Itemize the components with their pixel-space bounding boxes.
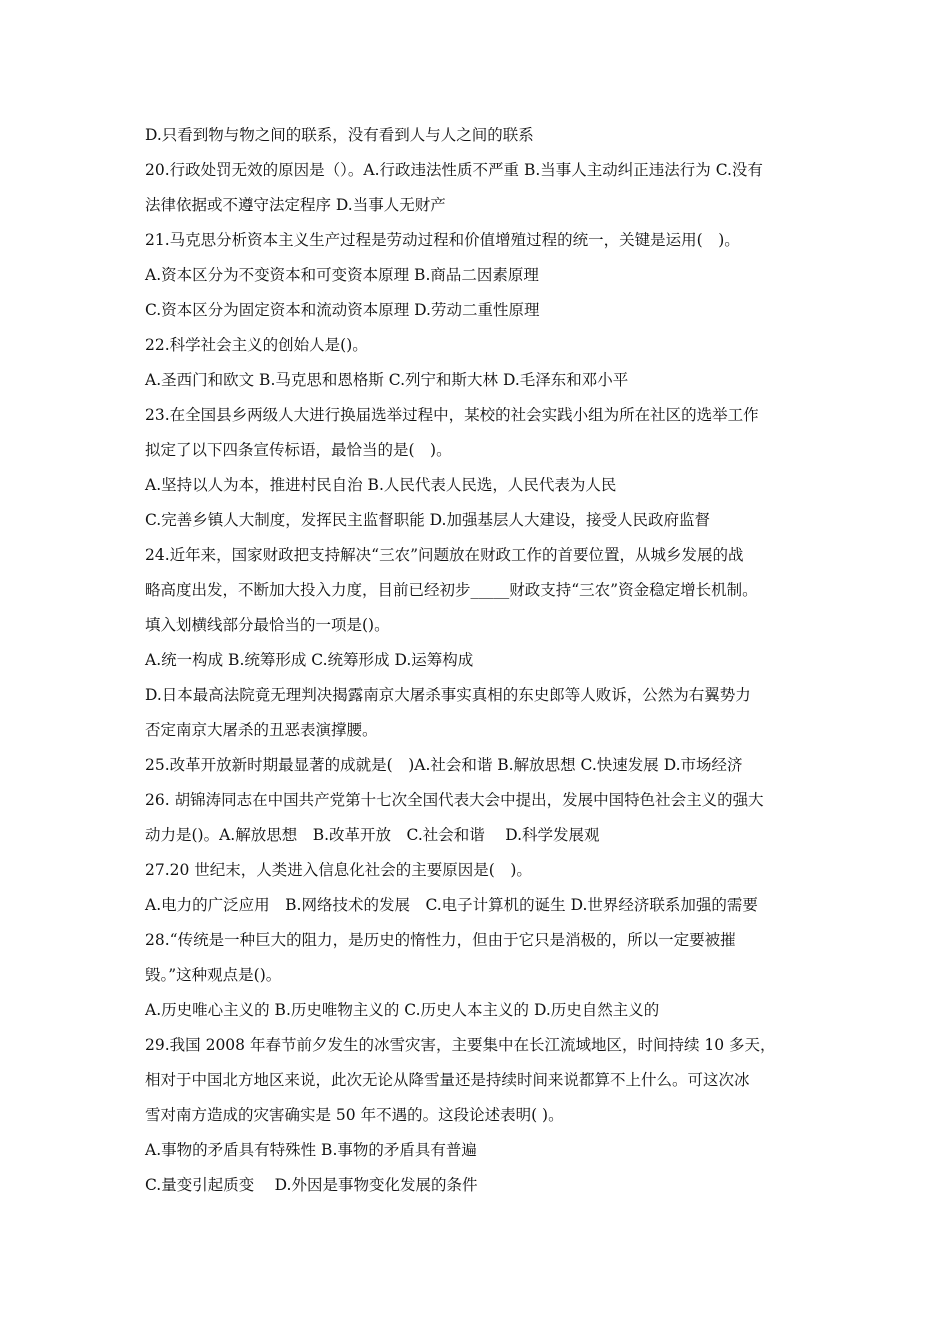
question-23-options-cd: C.完善乡镇人大制度，发挥民主监督职能 D.加强基层人大建设，接受人民政府监督 (145, 511, 710, 529)
question-28-continued: 毁。”这种观点是()。 (145, 966, 282, 984)
option-line-d-japan-continued: 否定南京大屠杀的丑恶表演撑腰。 (145, 721, 378, 739)
question-29-continued: 相对于中国北方地区来说，此次无论从降雪量还是持续时间来说都算不上什么。可这次冰 (145, 1071, 750, 1089)
question-27-options: A.电力的广泛应用 B.网络技术的发展 C.电子计算机的诞生 D.世界经济联系加强的需要 (145, 896, 758, 914)
question-26-continued: 动力是()。A.解放思想 B.改革开放 C.社会和谐 D.科学发展观 (145, 826, 600, 844)
question-23-continued: 拟定了以下四条宣传标语，最恰当的是( )。 (145, 441, 452, 459)
question-21-options-cd: C.资本区分为固定资本和流动资本原理 D.劳动二重性原理 (145, 301, 540, 319)
question-24: 24.近年来，国家财政把支持解决“三农”问题放在财政工作的首要位置，从城乡发展的战 (145, 546, 744, 564)
question-28: 28.“传统是一种巨大的阻力，是历史的惰性力，但由于它只是消极的，所以一定要被摧 (145, 931, 736, 949)
question-29-continued-2: 雪对南方造成的灾害确实是 50 年不遇的。这段论述表明( )。 (145, 1106, 564, 1124)
question-27: 27.20 世纪末，人类进入信息化社会的主要原因是( )。 (145, 861, 532, 879)
question-24-prompt: 填入划横线部分最恰当的一项是()。 (145, 616, 390, 634)
question-22-options: A.圣西门和欧文 B.马克思和恩格斯 C.列宁和斯大林 D.毛泽东和邓小平 (145, 371, 629, 389)
question-23-options-ab: A.坚持以人为本，推进村民自治 B.人民代表人民选，人民代表为人民 (145, 476, 617, 494)
question-29: 29.我国 2008 年春节前夕发生的冰雪灾害，主要集中在长江流域地区，时间持续 10 多天， (145, 1036, 776, 1054)
question-24-continued: 略高度出发，不断加大投入力度，目前已经初步_____财政支持“三农”资金稳定增长机制。 (145, 581, 758, 599)
question-26: 26. 胡锦涛同志在中国共产党第十七次全国代表大会中提出，发展中国特色社会主义的强大 (145, 791, 764, 809)
question-23: 23.在全国县乡两级人大进行换届选举过程中，某校的社会实践小组为所在社区的选举工作 (145, 406, 759, 424)
question-28-options: A.历史唯心主义的 B.历史唯物主义的 C.历史人本主义的 D.历史自然主义的 (145, 1001, 660, 1019)
question-29-options-cd: C.量变引起质变 D.外因是事物变化发展的条件 (145, 1176, 478, 1194)
option-line-d-japan: D.日本最高法院竟无理判决揭露南京大屠杀事实真相的东史郎等人败诉，公然为右翼势力 (145, 686, 751, 704)
question-21-options-ab: A.资本区分为不变资本和可变资本原理 B.商品二因素原理 (145, 266, 539, 284)
document-body (145, 124, 810, 1197)
option-line-19d: D.只看到物与物之间的联系，没有看到人与人之间的联系 (145, 126, 534, 144)
question-20: 20.行政处罚无效的原因是（）。A.行政违法性质不严重 B.当事人主动纠正违法行为 C.没有 (145, 161, 763, 179)
question-29-options-ab: A.事物的矛盾具有特殊性 B.事物的矛盾具有普遍 (145, 1141, 477, 1159)
question-20-continued: 法律依据或不遵守法定程序 D.当事人无财产 (145, 196, 446, 214)
question-22: 22.科学社会主义的创始人是()。 (145, 336, 368, 354)
question-25: 25.改革开放新时期最显著的成就是( )A.社会和谐 B.解放思想 C.快速发展 D.市场经济 (145, 756, 743, 774)
question-24-options: A.统一构成 B.统筹形成 C.统筹形成 D.运筹构成 (145, 651, 474, 669)
question-21: 21.马克思分析资本主义生产过程是劳动过程和价值增殖过程的统一，关键是运用( )。 (145, 231, 740, 249)
